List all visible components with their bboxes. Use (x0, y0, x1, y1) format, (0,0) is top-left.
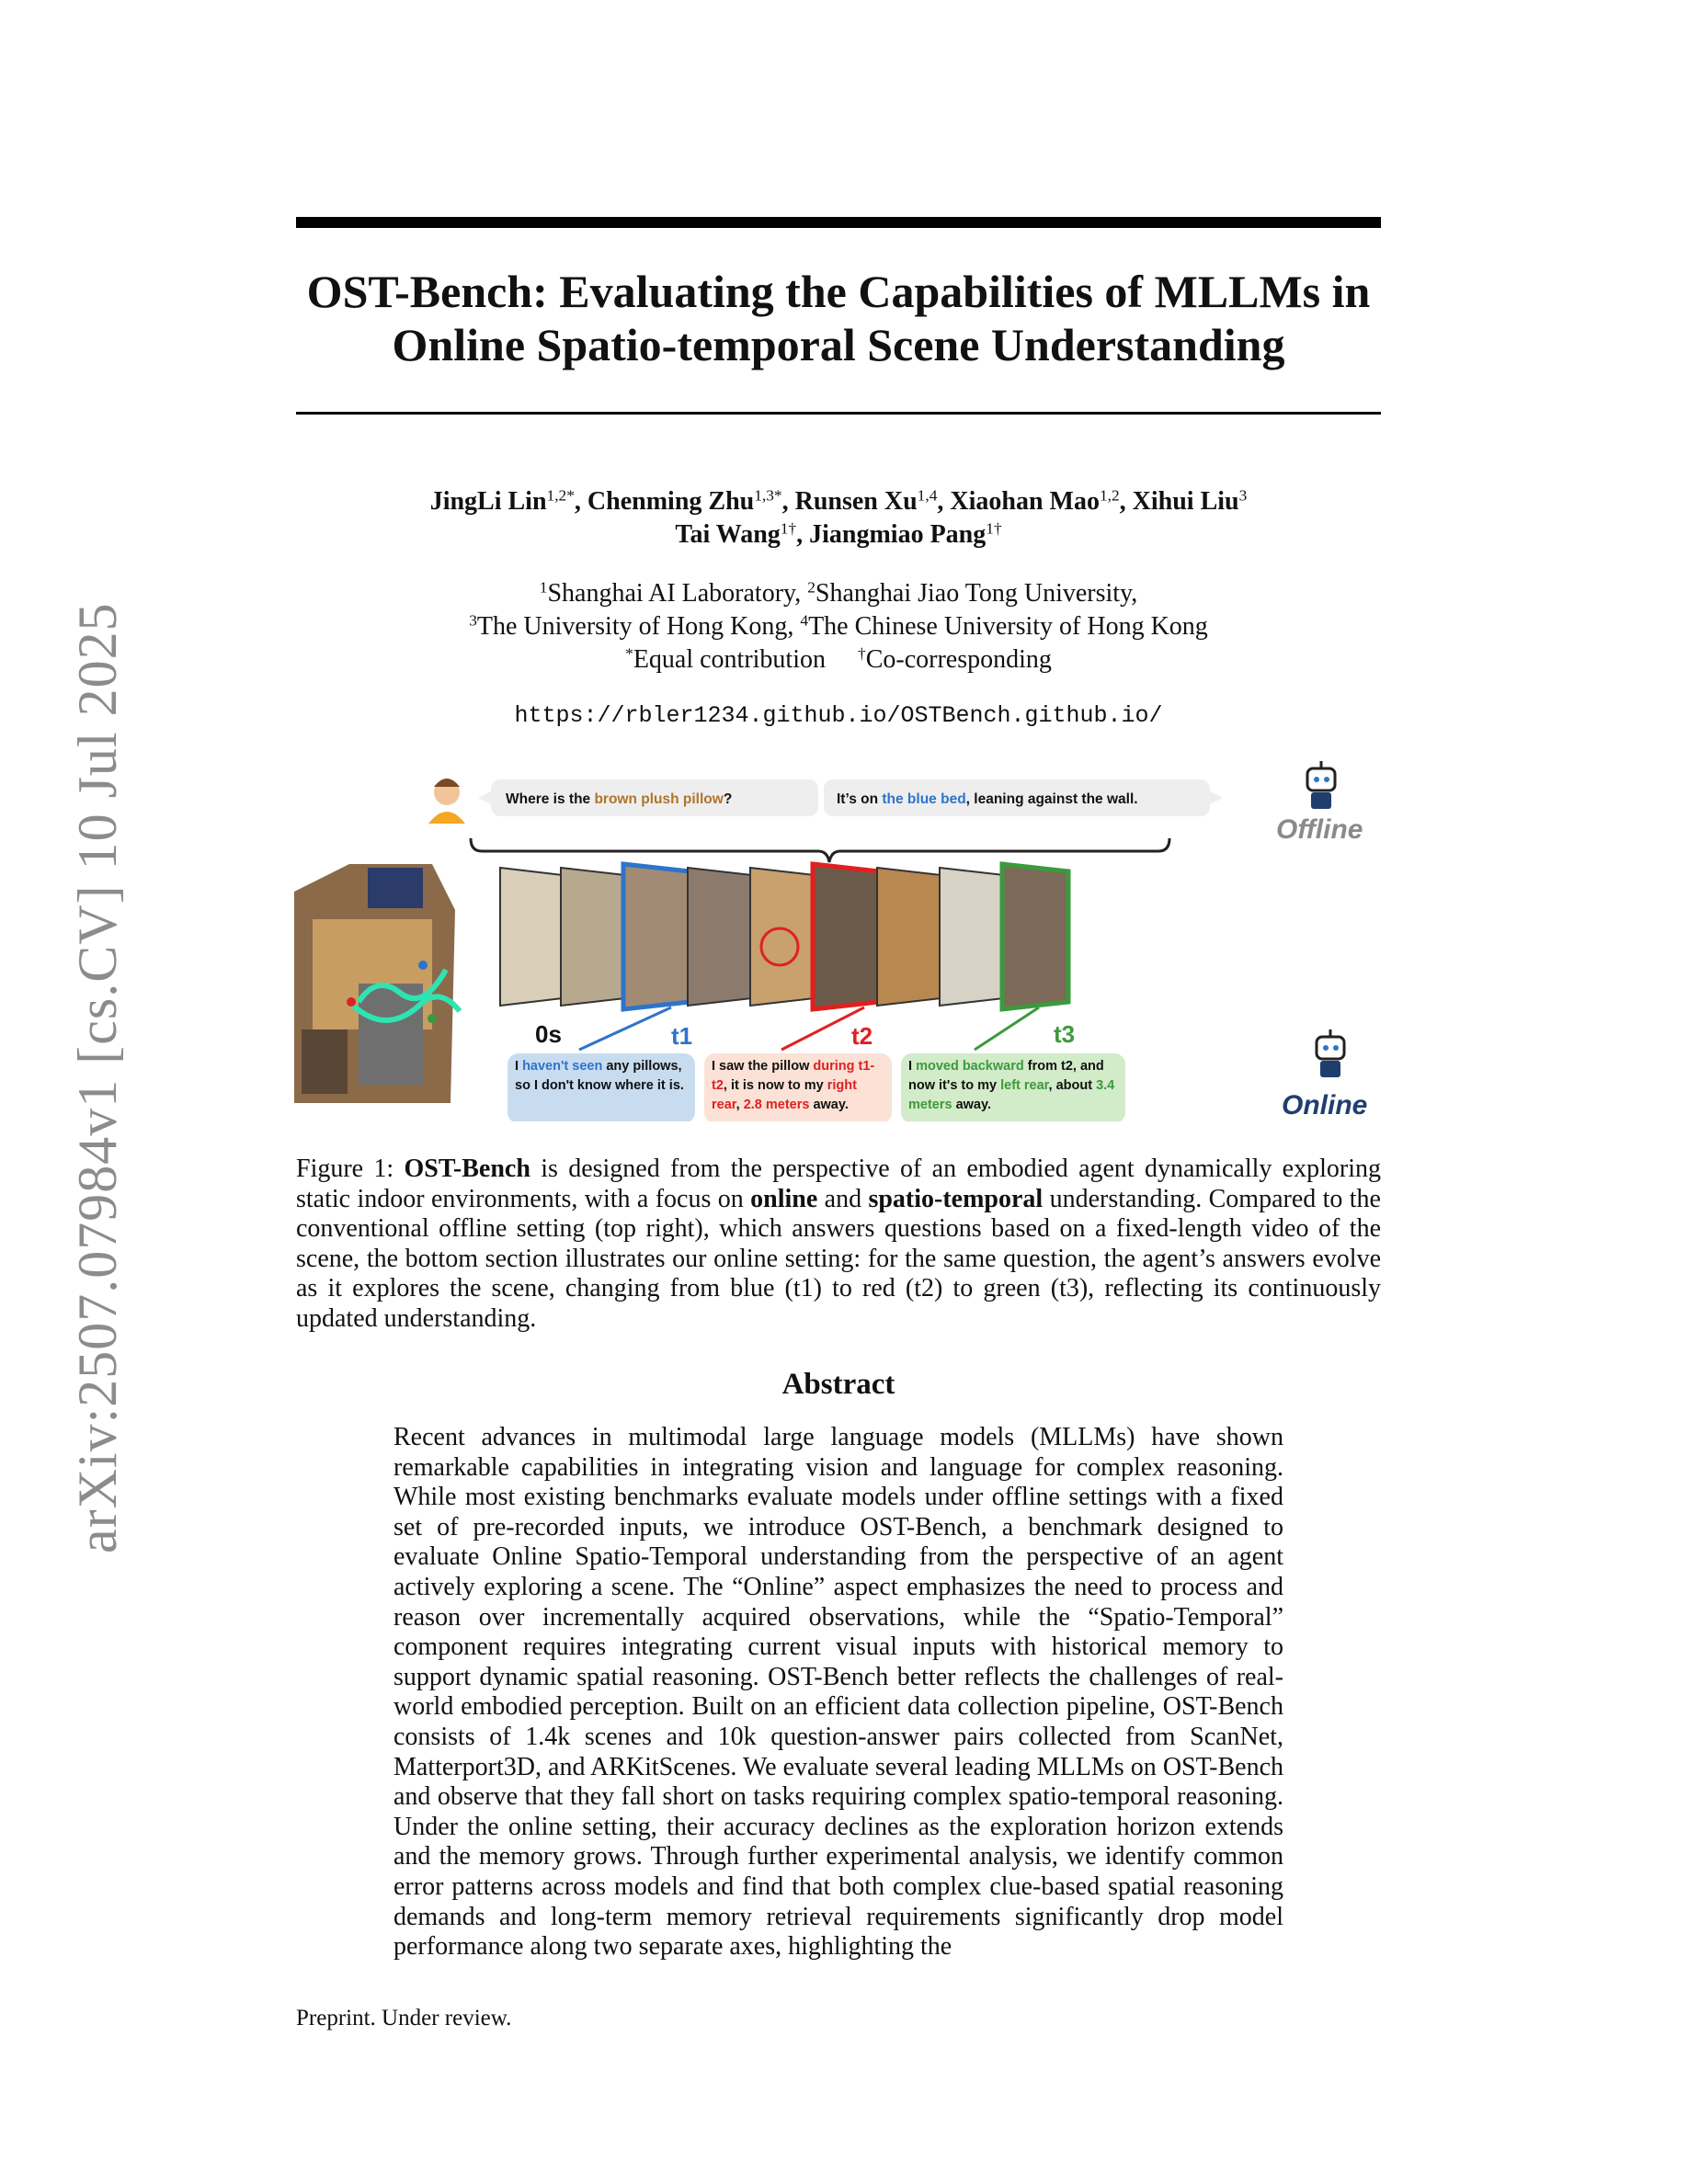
arxiv-stamp: arXiv:2507.07984v1 [cs.CV] 10 Jul 2025 (67, 602, 128, 1553)
author-name: Xihui Liu (1132, 487, 1239, 516)
online-label: Online (1282, 1090, 1368, 1120)
answer-t1-text: I (515, 1059, 523, 1074)
author-name: Tai Wang (675, 520, 781, 549)
offline-answer-prefix: It’s on (837, 791, 883, 807)
author-sup: 1† (986, 519, 1002, 538)
author-list (276, 485, 1401, 552)
person-icon (428, 779, 465, 824)
question-suffix: ? (723, 791, 733, 807)
note-sup: † (858, 644, 866, 663)
answer-t3-highlight: moved backward (916, 1059, 1024, 1074)
caption-bold: OST-Bench (404, 1155, 530, 1183)
question-bubble (478, 779, 818, 816)
time-label-0s: 0s (535, 1020, 562, 1048)
title-line-2: Online Spatio-temporal Scene Understanding (392, 319, 1285, 370)
author-name: JingLi Lin (429, 487, 547, 516)
author-sup: 3 (1238, 486, 1248, 505)
author-name: Jiangmiao Pang (809, 520, 987, 549)
author-name: Chenming Zhu (587, 487, 755, 516)
arrow-t3 (975, 1007, 1039, 1050)
note-sup: * (625, 644, 633, 663)
caption-text: is designed from the perspective of an embodied agent dynamically exploring static indoor environments, with a focus on (296, 1155, 1381, 1213)
title-rule-bottom (296, 412, 1381, 415)
answer-t3-highlight: 3.4 meters (908, 1078, 1115, 1112)
time-label-t2: t2 (851, 1022, 873, 1050)
affiliation: The University of Hong Kong, (476, 612, 794, 641)
answer-t2-highlight: during t1-t2 (712, 1059, 875, 1093)
equal-contribution: Equal contribution (633, 645, 826, 674)
author-line-1: JingLi Lin$^{1,2*}$, Chenming Zhu$^{1,3*}$, Runsen Xu$^{1,4}$, Xiaohan Mao$^{1,2}$, Xihui Liu$^3$ (429, 486, 1248, 516)
caption-bold: online (750, 1184, 818, 1213)
caption-text: and (817, 1184, 869, 1213)
time-label-t3: t3 (1054, 1020, 1076, 1048)
answer-t3-text: away. (952, 1098, 992, 1112)
paper-title (276, 265, 1401, 371)
affil-sup: 4 (800, 611, 809, 630)
footer-note: Preprint. Under review. (296, 2006, 512, 2030)
caption-text: understanding. Compared to the conventional offline setting (top right), which answers questions based on a fixed-length video of the scene, the bottom section illustrates our online setting: for the same question, the agent’s answers evolve as it explores the scene, changing from blue (t1) to red (t2) to green (t3), reflecting its continuously updated understanding. (296, 1184, 1381, 1333)
answer-t1-text: any pillows, so I don't know where it is. (515, 1059, 684, 1093)
svg-text:It’s on the blue bed, leaning (837, 791, 1138, 807)
author-sup: 1† (780, 519, 797, 538)
affil-sup: 2 (807, 578, 815, 597)
time-label-t1: t1 (671, 1022, 693, 1050)
title-line-1: OST-Bench: Evaluating the Capabilities of MLLMs in (306, 266, 1371, 317)
arrow-t1 (579, 1007, 671, 1050)
affiliation-line-1 (276, 577, 1401, 610)
answer-t2-text: I saw the pillow (712, 1059, 814, 1074)
affil-sup: 1 (539, 578, 548, 597)
robot-icon (1307, 761, 1335, 809)
video-frames (500, 864, 1068, 1009)
question-prefix: Where is the (506, 791, 595, 807)
offline-label: Offline (1276, 814, 1363, 845)
author-line-2: Tai Wang$^{1\dagger}$, Jiangmiao Pang$^{1\dagger}$ (675, 519, 1002, 549)
author-name: Xiaohan Mao (950, 487, 1100, 516)
affiliation: Shanghai Jiao Tong University, (815, 579, 1138, 608)
offline-answer-suffix: , leaning against the wall. (965, 791, 1138, 807)
affil-sup: 3 (469, 611, 477, 630)
figure-caption (296, 1155, 1381, 1335)
abstract-heading: Abstract (781, 1368, 895, 1401)
affiliations (276, 577, 1401, 677)
co-corresponding: Co-corresponding (865, 645, 1052, 674)
answer-t3-text: I (908, 1059, 917, 1074)
abstract-text: Recent advances in multimodal large language models (MLLMs) have shown remarkable capabilities in integrating vision and language for complex reasoning. While most existing benchmarks evaluate models under offline settings with a fixed set of pre-recorded inputs, we introduce OST-Bench, a benchmark designed to evaluate Online Spatio-Temporal understanding from the perspective of an agent actively exploring a scene. The “Online” aspect emphasizes the need to process and reason over incrementally acquired observations, while the “Spatio-Temporal” component requires integrating current visual inputs with historical memory to support dynamic spatial reasoning. OST-Bench better reflects the challenges of real-world embodied perception. Built on an efficient data collection pipeline, OST-Bench consists of 1.4k scenes and 10k question-answer pairs collected from ScanNet, Matterport3D, and ARKitScenes. We evaluate several leading MLLMs on OST-Bench and observe that they fall short on tasks requiring complex spatio-temporal reasoning. Under the online setting, their accuracy declines as the exploration horizon extends and the memory grows. Through further experimental analysis, we identify common error patterns across models and find that both complex clue-based spatial reasoning demands and long-term memory retrieval requirements significantly drop model performance along two separate axes, highlighting the (393, 1423, 1283, 1962)
author-sup: 1,3* (754, 486, 782, 505)
offline-answer-bubble (824, 779, 1223, 816)
contribution-notes (276, 643, 1401, 677)
answer-t3-text: , about (1048, 1078, 1097, 1093)
author-sup: 1,2* (546, 486, 575, 505)
answer-t2-highlight: 2.8 meters (743, 1098, 810, 1112)
answer-t2-highlight: right rear (712, 1078, 857, 1112)
frames-bracket (471, 838, 1169, 862)
question-highlight: brown plush pillow (594, 791, 724, 807)
author-sup: 1,4 (917, 486, 938, 505)
author-sup: 1,2 (1099, 486, 1120, 505)
answer-t2-text: , (736, 1098, 744, 1112)
answer-t1-highlight: haven't seen (522, 1059, 603, 1074)
answer-t2-text: , it is now to my (723, 1078, 827, 1093)
caption-label: Figure 1: (296, 1155, 405, 1183)
offline-answer-highlight: the blue bed (882, 791, 966, 807)
robot-icon-online (1317, 1029, 1344, 1077)
scene-map (294, 864, 460, 1103)
author-name: Runsen Xu (794, 487, 918, 516)
affiliation: Shanghai AI Laboratory, (547, 579, 802, 608)
figure-1 (294, 754, 1388, 1121)
answer-t3-highlight: left rear (1000, 1078, 1049, 1093)
project-url[interactable]: https://rbler1234.github.io/OSTBench.github.io/ (514, 702, 1163, 729)
caption-bold: spatio-temporal (868, 1184, 1044, 1213)
title-rule-top (296, 217, 1381, 228)
answer-t2-text: away. (809, 1098, 849, 1112)
svg-text:Where is the brown plush pillo (506, 791, 732, 807)
affiliation: The Chinese University of Hong Kong (808, 612, 1208, 641)
affiliation-line-2 (276, 610, 1401, 643)
answer-t3-text: from t2, and now it's to my (908, 1059, 1104, 1093)
